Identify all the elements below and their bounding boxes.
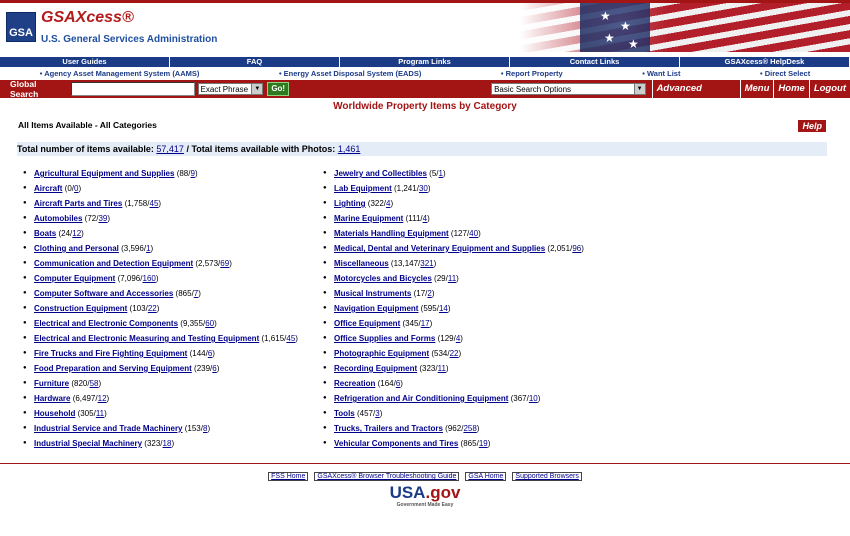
photo-count-link[interactable]: 12 xyxy=(97,394,107,403)
category-link[interactable]: Lab Equipment xyxy=(334,184,392,193)
category-list-item xyxy=(323,421,623,436)
category-link[interactable]: Fire Trucks and Fire Fighting Equipment xyxy=(34,349,188,358)
flag-banner-image xyxy=(520,3,850,52)
chevron-down-icon: ▼ xyxy=(251,84,262,94)
photo-count-link[interactable]: 45 xyxy=(286,334,296,343)
category-link[interactable]: Electrical and Electronic Measuring and Testing Equipment xyxy=(34,334,260,343)
photo-count-link[interactable]: 258 xyxy=(463,424,477,433)
nav-item-0[interactable]: User Guides xyxy=(0,57,170,67)
totals-prefix: Total number of items available: xyxy=(17,144,154,154)
category-link[interactable]: Miscellaneous xyxy=(334,259,389,268)
category-list-item xyxy=(323,241,623,256)
chevron-down-icon: ▼ xyxy=(634,84,645,94)
item-count: 29 xyxy=(436,274,446,283)
photo-count-link[interactable]: 2 xyxy=(427,289,432,298)
photo-count-link[interactable]: 8 xyxy=(202,424,208,433)
category-count: (1,241/30) xyxy=(391,184,431,193)
subnav-item-4[interactable]: • Direct Select xyxy=(760,69,811,78)
global-search-input[interactable] xyxy=(71,82,195,96)
footer-link-3[interactable]: Supported Browsers xyxy=(512,472,581,481)
category-count: (865/19) xyxy=(458,439,491,448)
usa-gov-logo[interactable] xyxy=(385,484,465,508)
item-count: 17 xyxy=(416,289,426,298)
category-count: (13,147/321) xyxy=(388,259,437,268)
photo-count-link[interactable]: 22 xyxy=(449,349,459,358)
gsa-logo[interactable]: GSA xyxy=(6,12,36,42)
item-count: 0 xyxy=(67,184,72,193)
category-link[interactable]: Recording Equipment xyxy=(334,364,418,373)
category-list-item xyxy=(323,256,623,271)
category-link[interactable]: Marine Equipment xyxy=(334,214,404,223)
search-mode-value: Exact Phrase xyxy=(200,84,249,94)
category-list-item xyxy=(23,166,323,181)
photo-count-link[interactable]: 160 xyxy=(142,274,156,283)
flag-canton xyxy=(580,3,650,52)
subnav-item-1[interactable]: • Energy Asset Disposal System (EADS) xyxy=(278,69,422,78)
photo-count-link[interactable]: 0 xyxy=(74,184,79,193)
category-link[interactable]: Construction Equipment xyxy=(34,304,128,313)
category-count: (367/10) xyxy=(508,394,541,403)
totals-separator: / Total items available with Photos: xyxy=(186,144,336,154)
primary-nav xyxy=(0,57,850,67)
category-count: (820/58) xyxy=(69,379,102,388)
category-count: (323/18) xyxy=(142,439,175,448)
action-button-3[interactable]: Logout xyxy=(809,80,850,98)
category-link[interactable]: Refrigeration and Air Conditioning Equipment xyxy=(334,394,509,403)
item-count: 111 xyxy=(408,214,421,223)
category-list-item xyxy=(323,301,623,316)
category-count: (2,573/69) xyxy=(193,259,232,268)
photo-count-link[interactable]: 321 xyxy=(420,259,434,268)
category-link[interactable]: Tools xyxy=(334,409,355,418)
photo-count-link[interactable]: 45 xyxy=(149,199,159,208)
category-list-item xyxy=(23,331,323,346)
photo-count-link[interactable]: 6 xyxy=(207,349,213,358)
category-column-left xyxy=(23,166,323,451)
category-link[interactable]: Jewelry and Collectibles xyxy=(334,169,427,178)
nav-item-3[interactable]: Contact Links xyxy=(510,57,680,67)
totals-bar xyxy=(17,142,827,156)
category-count: (111/4) xyxy=(403,214,430,223)
category-columns xyxy=(0,166,850,451)
category-list-item xyxy=(323,211,623,226)
category-list-item xyxy=(323,316,623,331)
action-button-2[interactable]: Home xyxy=(773,80,808,98)
item-count: 129 xyxy=(440,334,454,343)
item-count: 345 xyxy=(405,319,419,328)
category-count: (1,615/45) xyxy=(259,334,298,343)
category-list-item xyxy=(23,211,323,226)
agency-name: U.S. General Services Administration xyxy=(41,34,218,45)
site-header xyxy=(0,3,850,52)
item-count: 88 xyxy=(179,169,189,178)
category-link[interactable]: Photographic Equipment xyxy=(334,349,430,358)
category-list-item xyxy=(323,361,623,376)
star-icon: ★ xyxy=(604,31,615,45)
item-count: 1,241 xyxy=(396,184,417,193)
nav-item-2[interactable]: Program Links xyxy=(340,57,510,67)
category-count: (345/17) xyxy=(400,319,433,328)
star-icon: ★ xyxy=(620,19,631,33)
category-link[interactable]: Vehicular Components and Tires xyxy=(334,439,459,448)
category-list-item xyxy=(23,181,323,196)
category-count: (5/1) xyxy=(426,169,446,178)
category-link[interactable]: Communication and Detection Equipment xyxy=(34,259,194,268)
action-buttons xyxy=(652,80,850,112)
category-link[interactable]: Trucks, Trailers and Tractors xyxy=(334,424,443,433)
item-count: 7,096 xyxy=(120,274,141,283)
subnav-item-0[interactable]: • Agency Asset Management System (AAMS) xyxy=(39,69,200,78)
usa-logo-tagline: Government Made Easy xyxy=(396,502,454,508)
category-list-item xyxy=(23,301,323,316)
category-column-right xyxy=(323,166,623,451)
category-link[interactable]: Electrical and Electronic Components xyxy=(34,319,179,328)
category-link[interactable]: Hardware xyxy=(34,394,71,403)
photo-count-link[interactable]: 6 xyxy=(395,379,401,388)
photo-count-link[interactable]: 3 xyxy=(375,409,380,418)
action-button-0[interactable]: Advanced Search xyxy=(652,80,740,98)
category-list-item xyxy=(323,406,623,421)
site-brand: GSAXcess® xyxy=(41,9,134,26)
photo-count-link[interactable]: 17 xyxy=(420,319,430,328)
category-link[interactable]: Furniture xyxy=(34,379,70,388)
category-link[interactable]: Computer Software and Accessories xyxy=(34,289,174,298)
item-count: 164 xyxy=(380,379,394,388)
category-list-item xyxy=(323,391,623,406)
usa-logo-main: USA xyxy=(389,483,426,502)
item-count: 5 xyxy=(431,169,437,178)
category-list-item xyxy=(23,256,323,271)
footer-link-1[interactable]: GSAXcess® Browser Troubleshooting Guide xyxy=(314,472,459,481)
category-list-item xyxy=(23,196,323,211)
footer-link-2[interactable]: GSA Home xyxy=(465,472,506,481)
category-list-item xyxy=(23,406,323,421)
photo-count-link[interactable]: 1 xyxy=(438,169,443,178)
category-count: (595/14) xyxy=(418,304,451,313)
item-count: 865 xyxy=(178,289,192,298)
category-count: (9,355/60) xyxy=(178,319,217,328)
item-count: 6,497 xyxy=(75,394,96,403)
item-count: 239 xyxy=(196,364,211,373)
category-list-item xyxy=(23,286,323,301)
category-list-item xyxy=(323,436,623,451)
category-count: (322/4) xyxy=(365,199,394,208)
category-list-item xyxy=(23,391,323,406)
photo-count-link[interactable]: 69 xyxy=(220,259,230,268)
category-count: (3,596/1) xyxy=(118,244,154,253)
category-count: (153/8) xyxy=(182,424,211,433)
item-count: 322 xyxy=(370,199,384,208)
category-link[interactable]: Computer Equipment xyxy=(34,274,116,283)
photo-count-link[interactable]: 6 xyxy=(212,364,217,373)
category-list-item xyxy=(323,271,623,286)
photo-count-link[interactable]: 30 xyxy=(418,184,428,193)
category-list-item xyxy=(23,436,323,451)
category-count: (72/39) xyxy=(82,214,111,223)
category-link[interactable]: Clothing and Personal xyxy=(34,244,119,253)
category-count: (127/40) xyxy=(448,229,481,238)
item-count: 153 xyxy=(187,424,201,433)
category-link[interactable]: Household xyxy=(34,409,76,418)
search-options-value: Basic Search Options xyxy=(494,84,572,94)
total-items-link[interactable]: 57,417 xyxy=(156,144,184,154)
category-list-item xyxy=(23,316,323,331)
category-link[interactable]: Lighting xyxy=(334,199,366,208)
category-count: (305/11) xyxy=(75,409,107,418)
category-list-item xyxy=(23,346,323,361)
photo-count-link[interactable]: 14 xyxy=(438,304,448,313)
item-count: 103 xyxy=(132,304,146,313)
item-count: 820 xyxy=(74,379,88,388)
photo-count-link[interactable]: 39 xyxy=(98,214,108,223)
item-count: 144 xyxy=(192,349,206,358)
item-count: 24 xyxy=(61,229,71,238)
global-search-label: Global Search xyxy=(10,79,39,99)
category-list-item xyxy=(323,196,623,211)
photo-count-link[interactable]: 60 xyxy=(205,319,215,328)
category-link[interactable]: Navigation Equipment xyxy=(334,304,419,313)
item-count: 1,758 xyxy=(127,199,148,208)
usa-logo-suffix: .gov xyxy=(425,483,461,502)
category-link[interactable]: Boats xyxy=(34,229,57,238)
page-subtitle: All Items Available - All Categories xyxy=(18,120,157,130)
photo-count-link[interactable]: 1 xyxy=(146,244,151,253)
item-count: 305 xyxy=(80,409,94,418)
category-count: (29/11) xyxy=(431,274,459,283)
item-count: 3,596 xyxy=(123,244,144,253)
item-count: 595 xyxy=(423,304,437,313)
category-link[interactable]: Musical Instruments xyxy=(334,289,412,298)
category-link[interactable]: Aircraft xyxy=(34,184,63,193)
photo-count-link[interactable]: 11 xyxy=(437,364,446,373)
star-icon: ★ xyxy=(628,37,639,51)
item-count: 323 xyxy=(422,364,436,373)
item-count: 13,147 xyxy=(393,259,419,268)
category-count: (103/22) xyxy=(127,304,160,313)
search-options-select[interactable] xyxy=(491,83,645,95)
category-link[interactable]: Recreation xyxy=(334,379,376,388)
photo-count-link[interactable]: 4 xyxy=(386,199,391,208)
category-count: (457/3) xyxy=(354,409,383,418)
photo-count-link[interactable]: 19 xyxy=(478,439,488,448)
category-list-item xyxy=(23,226,323,241)
item-count: 9,355 xyxy=(182,319,203,328)
category-list-item xyxy=(323,331,623,346)
subnav-item-3[interactable]: • Want List xyxy=(642,69,681,78)
item-count: 367 xyxy=(513,394,527,403)
photo-count-link[interactable]: 7 xyxy=(193,289,199,298)
category-list-item xyxy=(323,346,623,361)
category-list-item xyxy=(323,226,623,241)
category-link[interactable]: Industrial Service and Trade Machinery xyxy=(34,424,183,433)
item-count: 127 xyxy=(453,229,467,238)
item-count: 457 xyxy=(359,409,373,418)
photo-count-link[interactable]: 18 xyxy=(162,439,172,448)
category-list-item xyxy=(23,271,323,286)
category-list-item xyxy=(23,421,323,436)
category-link[interactable]: Industrial Special Machinery xyxy=(34,439,143,448)
category-link[interactable]: Materials Handling Equipment xyxy=(334,229,449,238)
photo-count-link[interactable]: 58 xyxy=(89,379,99,388)
nav-item-1[interactable]: FAQ xyxy=(170,57,340,67)
category-list-item xyxy=(323,286,623,301)
photo-count-link[interactable]: 11 xyxy=(447,274,457,283)
nav-item-4[interactable]: GSAXcess® HelpDesk xyxy=(680,57,850,67)
item-count: 72 xyxy=(87,214,97,223)
category-count: (865/7) xyxy=(173,289,201,298)
category-count: (1,758/45) xyxy=(122,199,162,208)
photo-count-link[interactable]: 9 xyxy=(190,169,195,178)
category-list-item xyxy=(23,361,323,376)
category-count: (17/2) xyxy=(411,289,435,298)
category-link[interactable]: Office Supplies and Forms xyxy=(334,334,436,343)
category-list-item xyxy=(323,376,623,391)
photo-count-link[interactable]: 40 xyxy=(469,229,479,238)
category-link[interactable]: Agricultural Equipment and Supplies xyxy=(34,169,175,178)
category-list-item xyxy=(23,241,323,256)
footer-link-0[interactable]: FSS Home xyxy=(268,472,308,481)
item-count: 323 xyxy=(146,439,161,448)
category-count: (88/9) xyxy=(174,169,198,178)
category-link[interactable]: Food Preparation and Serving Equipment xyxy=(34,364,192,373)
photo-count-link[interactable]: 4 xyxy=(455,334,461,343)
category-count: (164/6) xyxy=(375,379,403,388)
star-icon: ★ xyxy=(600,9,611,23)
item-count: 1,615 xyxy=(264,334,285,343)
category-link[interactable]: Medical, Dental and Veterinary Equipment and Supplies xyxy=(334,244,546,253)
photo-count-link[interactable]: 12 xyxy=(72,229,82,238)
footer-links xyxy=(0,472,850,481)
item-count: 865 xyxy=(463,439,477,448)
item-count: 962 xyxy=(447,424,462,433)
category-link[interactable]: Automobiles xyxy=(34,214,83,223)
category-list-item xyxy=(323,181,623,196)
category-link[interactable]: Motorcycles and Bicycles xyxy=(334,274,432,283)
photo-count-link[interactable]: 11 xyxy=(95,409,105,418)
search-mode-select[interactable] xyxy=(198,83,264,95)
photo-count-link[interactable]: 4 xyxy=(422,214,428,223)
page-footer xyxy=(0,463,850,508)
category-count: (7,096/160) xyxy=(115,274,159,283)
category-link[interactable]: Office Equipment xyxy=(334,319,401,328)
go-button[interactable]: Go! xyxy=(267,82,289,96)
category-count: (962/258) xyxy=(442,424,480,433)
category-list-item xyxy=(23,376,323,391)
secondary-nav xyxy=(0,68,850,79)
category-count: (6,497/12) xyxy=(70,394,110,403)
action-button-1[interactable]: Menu xyxy=(740,80,774,98)
subnav-item-2[interactable]: • Report Property xyxy=(500,69,563,78)
photo-count-link[interactable]: 96 xyxy=(572,244,582,253)
help-button[interactable]: Help xyxy=(798,120,826,132)
photo-count-link[interactable]: 22 xyxy=(147,304,157,313)
item-count: 534 xyxy=(434,349,448,358)
category-count: (323/11) xyxy=(417,364,449,373)
category-count: (144/6) xyxy=(187,349,215,358)
category-list-item xyxy=(323,166,623,181)
category-link[interactable]: Aircraft Parts and Tires xyxy=(34,199,123,208)
category-count: (239/6) xyxy=(191,364,220,373)
photo-count-link[interactable]: 10 xyxy=(528,394,538,403)
category-count: (534/22) xyxy=(429,349,462,358)
item-count: 2,573 xyxy=(198,259,219,268)
page-title: Worldwide Property Items by Category xyxy=(333,101,517,112)
category-count: (0/0) xyxy=(62,184,82,193)
total-photos-link[interactable]: 1,461 xyxy=(337,144,361,154)
category-count: (2,051/96) xyxy=(545,244,584,253)
category-count: (129/4) xyxy=(435,334,463,343)
category-count: (24/12) xyxy=(56,229,84,238)
item-count: 2,051 xyxy=(550,244,571,253)
